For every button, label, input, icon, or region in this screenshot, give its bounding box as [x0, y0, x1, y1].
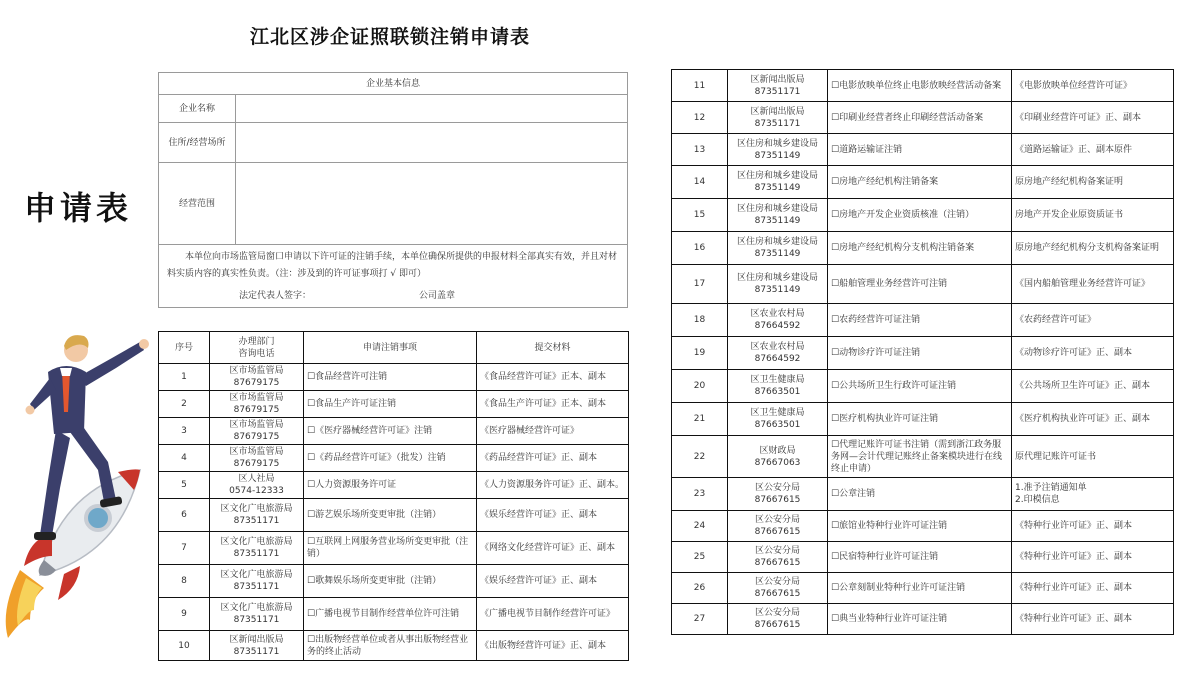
- row-number: 17: [672, 265, 728, 304]
- row-cancel-item[interactable]: ☐印刷业经营者终止印刷经营活动备案: [828, 102, 1012, 134]
- row-material: 《出版物经营许可证》正、副本: [477, 631, 629, 661]
- row-number: 5: [159, 472, 210, 499]
- row-cancel-item[interactable]: ☐动物诊疗许可证注销: [828, 337, 1012, 370]
- row-cancel-item[interactable]: ☐民宿特种行业许可证注销: [828, 542, 1012, 573]
- row-number: 20: [672, 370, 728, 403]
- table-row: [672, 199, 1174, 232]
- row-material: 原房地产经纪机构分支机构备案证明: [1012, 232, 1174, 265]
- table-row: [159, 631, 629, 661]
- row-cancel-item[interactable]: ☐代理记账许可证书注销（需到浙江政务服务网—会计代理记账终止备案模块进行在线终止申请）: [828, 436, 1012, 478]
- row-cancel-item[interactable]: ☐农药经营许可证注销: [828, 304, 1012, 337]
- row-number: 7: [159, 532, 210, 565]
- row-material: 《娱乐经营许可证》正、副本: [477, 499, 629, 532]
- row-number: 6: [159, 499, 210, 532]
- rocket-flame-icon: [6, 570, 44, 638]
- header-seq: 序号: [159, 332, 210, 364]
- row-department: 区住房和城乡建设局 87351149: [728, 265, 828, 304]
- row-department: 区财政局 87667063: [728, 436, 828, 478]
- row-department: 区文化广电旅游局 87351171: [210, 598, 304, 631]
- row-cancel-item[interactable]: ☐人力资源服务许可证: [304, 472, 477, 499]
- address-field[interactable]: [236, 123, 628, 163]
- row-department: 区住房和城乡建设局 87351149: [728, 166, 828, 199]
- row-department: 区公安分局 87667615: [728, 542, 828, 573]
- table-row: [159, 598, 629, 631]
- row-material: 《道路运输证》正、副本原件: [1012, 134, 1174, 166]
- row-material: 原代理记账许可证书: [1012, 436, 1174, 478]
- row-material: 原房地产经纪机构备案证明: [1012, 166, 1174, 199]
- row-number: 21: [672, 403, 728, 436]
- table-row: [159, 364, 629, 391]
- table-row: [672, 70, 1174, 102]
- row-material: 《公共场所卫生许可证》正、副本: [1012, 370, 1174, 403]
- row-material: 《动物诊疗许可证》正、副本: [1012, 337, 1174, 370]
- row-cancel-item[interactable]: ☐房地产经纪机构注销备案: [828, 166, 1012, 199]
- cancellation-table-right: [671, 69, 1174, 635]
- row-cancel-item[interactable]: ☐房地产经纪机构分支机构注销备案: [828, 232, 1012, 265]
- table-row: [672, 166, 1174, 199]
- row-material: 《特种行业许可证》正、副本: [1012, 604, 1174, 635]
- row-number: 3: [159, 418, 210, 445]
- basic-info-header: 企业基本信息: [159, 73, 628, 95]
- address-label: 住所/经营场所: [159, 123, 236, 163]
- table-row: [672, 511, 1174, 542]
- business-scope-label: 经营范围: [159, 163, 236, 245]
- document-title: 江北区涉企证照联锁注销申请表: [249, 26, 530, 48]
- declaration-text: [159, 245, 628, 286]
- table-row: [672, 573, 1174, 604]
- row-department: 区新闻出版局 87351171: [210, 631, 304, 661]
- row-cancel-item[interactable]: ☐《医疗器械经营许可证》注销: [304, 418, 477, 445]
- row-cancel-item[interactable]: ☐食品经营许可注销: [304, 364, 477, 391]
- row-number: 16: [672, 232, 728, 265]
- row-material: 《人力资源服务许可证》正、副本。: [477, 472, 629, 499]
- table-row: [672, 337, 1174, 370]
- row-number: 19: [672, 337, 728, 370]
- table-row: [159, 565, 629, 598]
- basic-info-table: [158, 72, 628, 308]
- row-material: 《广播电视节目制作经营许可证》: [477, 598, 629, 631]
- row-material: 《娱乐经营许可证》正、副本: [477, 565, 629, 598]
- row-cancel-item[interactable]: ☐医疗机构执业许可证注销: [828, 403, 1012, 436]
- row-cancel-item[interactable]: ☐道路运输证注销: [828, 134, 1012, 166]
- company-stamp-label: 公司盖章: [419, 291, 456, 301]
- table-row: [159, 532, 629, 565]
- row-number: 27: [672, 604, 728, 635]
- row-cancel-item[interactable]: ☐公章刻制业特种行业许可证注销: [828, 573, 1012, 604]
- row-cancel-item[interactable]: ☐《药品经营许可证》（批发）注销: [304, 445, 477, 472]
- table-row: [672, 265, 1174, 304]
- row-department: 区市场监管局 87679175: [210, 364, 304, 391]
- table-row: [159, 499, 629, 532]
- row-cancel-item[interactable]: ☐公共场所卫生行政许可证注销: [828, 370, 1012, 403]
- row-material: 1.准予注销通知单 2.印模信息: [1012, 478, 1174, 511]
- table-row: [672, 436, 1174, 478]
- row-number: 13: [672, 134, 728, 166]
- row-number: 1: [159, 364, 210, 391]
- row-material: 《医疗机构执业许可证》正、副本: [1012, 403, 1174, 436]
- table-row: [159, 472, 629, 499]
- row-cancel-item[interactable]: ☐歌舞娱乐场所变更审批（注销）: [304, 565, 477, 598]
- table-row: [672, 370, 1174, 403]
- row-department: 区市场监管局 87679175: [210, 445, 304, 472]
- row-department: 区市场监管局 87679175: [210, 418, 304, 445]
- row-material: 《药品经营许可证》正、副本: [477, 445, 629, 472]
- row-material: 《电影放映单位经营许可证》: [1012, 70, 1174, 102]
- table-row: [159, 391, 629, 418]
- row-number: 18: [672, 304, 728, 337]
- table-row: [672, 232, 1174, 265]
- row-number: 9: [159, 598, 210, 631]
- row-number: 10: [159, 631, 210, 661]
- row-number: 14: [672, 166, 728, 199]
- row-number: 8: [159, 565, 210, 598]
- row-cancel-item[interactable]: ☐游艺娱乐场所变更审批（注销）: [304, 499, 477, 532]
- table-row: [672, 604, 1174, 635]
- row-material: 《食品经营许可证》正本、副本: [477, 364, 629, 391]
- legal-rep-signature-label: 法定代表人签字：: [239, 291, 312, 301]
- row-material: 《医疗器械经营许可证》: [477, 418, 629, 445]
- row-material: 《印刷业经营许可证》正、副本: [1012, 102, 1174, 134]
- row-cancel-item[interactable]: ☐房地产开发企业资质核准（注销）: [828, 199, 1012, 232]
- row-department: 区人社局 0574-12333: [210, 472, 304, 499]
- row-cancel-item[interactable]: ☐公章注销: [828, 478, 1012, 511]
- row-cancel-item[interactable]: ☐旅馆业特种行业许可证注销: [828, 511, 1012, 542]
- header-material: 提交材料: [477, 332, 629, 364]
- row-department: 区新闻出版局 87351171: [728, 70, 828, 102]
- row-department: 区新闻出版局 87351171: [728, 102, 828, 134]
- row-material: 《农药经营许可证》: [1012, 304, 1174, 337]
- businessman-rocket-illustration: [0, 320, 160, 640]
- header-item: 申请注销事项: [304, 332, 477, 364]
- row-department: 区文化广电旅游局 87351171: [210, 499, 304, 532]
- row-department: 区住房和城乡建设局 87351149: [728, 232, 828, 265]
- table-row: [672, 403, 1174, 436]
- row-department: 区卫生健康局 87663501: [728, 370, 828, 403]
- row-number: 11: [672, 70, 728, 102]
- row-department: 区文化广电旅游局 87351171: [210, 532, 304, 565]
- row-cancel-item[interactable]: ☐广播电视节目制作经营单位许可注销: [304, 598, 477, 631]
- business-scope-field[interactable]: [236, 163, 628, 245]
- row-number: 24: [672, 511, 728, 542]
- row-material: 《特种行业许可证》正、副本: [1012, 511, 1174, 542]
- row-cancel-item[interactable]: ☐出版物经营单位或者从事出版物经营业务的终止活动: [304, 631, 477, 661]
- table-row: [672, 134, 1174, 166]
- table-row: [159, 445, 629, 472]
- table-row: [159, 418, 629, 445]
- row-department: 区农业农村局 87664592: [728, 304, 828, 337]
- row-number: 26: [672, 573, 728, 604]
- row-number: 23: [672, 478, 728, 511]
- row-number: 12: [672, 102, 728, 134]
- row-department: 区市场监管局 87679175: [210, 391, 304, 418]
- header-dept: 办理部门 咨询电话: [210, 332, 304, 364]
- row-department: 区公安分局 87667615: [728, 604, 828, 635]
- declaration-body: 本单位向市场监管局窗口申请以下许可证的注销手续，本单位确保所提供的申报材料全部真实有效，并且对材料实质内容的真实性负责。（注：涉及到的许可证事项打 √ 即可）: [167, 252, 618, 279]
- row-cancel-item[interactable]: ☐电影放映单位终止电影放映经营活动备案: [828, 70, 1012, 102]
- company-name-field[interactable]: [236, 95, 628, 123]
- row-department: 区公安分局 87667615: [728, 478, 828, 511]
- table-row: [672, 542, 1174, 573]
- table-row: [672, 102, 1174, 134]
- row-material: 《网络文化经营许可证》正、副本: [477, 532, 629, 565]
- row-cancel-item[interactable]: ☐典当业特种行业许可证注销: [828, 604, 1012, 635]
- row-department: 区住房和城乡建设局 87351149: [728, 199, 828, 232]
- table-header-row: [159, 332, 629, 364]
- side-label: 申请表: [24, 189, 133, 227]
- row-number: 2: [159, 391, 210, 418]
- row-material: 房地产开发企业原资质证书: [1012, 199, 1174, 232]
- row-department: 区卫生健康局 87663501: [728, 403, 828, 436]
- row-material: 《食品生产许可证》正本、副本: [477, 391, 629, 418]
- row-number: 15: [672, 199, 728, 232]
- row-material: 《特种行业许可证》正、副本: [1012, 573, 1174, 604]
- row-material: 《特种行业许可证》正、副本: [1012, 542, 1174, 573]
- table-row: [672, 478, 1174, 511]
- signature-row: [159, 285, 628, 308]
- company-name-label: 企业名称: [159, 95, 236, 123]
- table-row: [672, 304, 1174, 337]
- row-department: 区公安分局 87667615: [728, 573, 828, 604]
- row-department: 区文化广电旅游局 87351171: [210, 565, 304, 598]
- row-material: 《国内船舶管理业务经营许可证》: [1012, 265, 1174, 304]
- row-cancel-item[interactable]: ☐互联网上网服务营业场所变更审批（注销）: [304, 532, 477, 565]
- row-cancel-item[interactable]: ☐船舶管理业务经营许可注销: [828, 265, 1012, 304]
- row-number: 25: [672, 542, 728, 573]
- cancellation-table-left: [158, 331, 629, 661]
- row-number: 22: [672, 436, 728, 478]
- row-cancel-item[interactable]: ☐食品生产许可证注销: [304, 391, 477, 418]
- row-department: 区公安分局 87667615: [728, 511, 828, 542]
- row-department: 区住房和城乡建设局 87351149: [728, 134, 828, 166]
- row-number: 4: [159, 445, 210, 472]
- row-department: 区农业农村局 87664592: [728, 337, 828, 370]
